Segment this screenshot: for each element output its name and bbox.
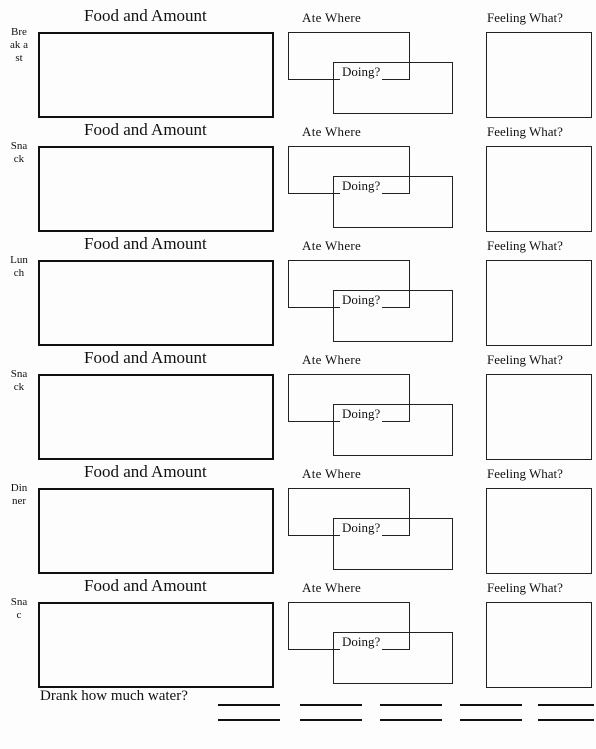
- feeling-box[interactable]: [486, 488, 592, 574]
- food-amount-box[interactable]: [38, 374, 274, 460]
- meal-row-lunch: [0, 234, 596, 348]
- meal-label: Dinner: [10, 482, 28, 507]
- feeling-heading: Feeling What?: [487, 352, 563, 367]
- doing-label: Doing?: [342, 292, 381, 307]
- water-blank-line[interactable]: [538, 704, 594, 706]
- food-amount-heading: Food and Amount: [84, 234, 207, 253]
- feeling-box[interactable]: [486, 146, 592, 232]
- water-blank-line[interactable]: [300, 719, 362, 721]
- water-blank-line[interactable]: [380, 704, 442, 706]
- water-question: Drank how much water?: [40, 688, 188, 704]
- food-amount-box[interactable]: [38, 32, 274, 118]
- meal-label: Snack: [10, 368, 28, 393]
- feeling-heading: Feeling What?: [487, 238, 563, 253]
- food-amount-box[interactable]: [38, 488, 274, 574]
- food-amount-heading: Food and Amount: [84, 462, 207, 481]
- doing-label: Doing?: [342, 634, 381, 649]
- water-blank-line[interactable]: [380, 719, 442, 721]
- ate-where-heading: Ate Where: [302, 10, 362, 25]
- food-amount-heading: Food and Amount: [84, 120, 207, 139]
- meal-row-snack-3: [0, 576, 596, 690]
- food-amount-box[interactable]: [38, 602, 274, 688]
- meal-row-dinner: [0, 462, 596, 576]
- meal-row-breakfast: [0, 6, 596, 120]
- doing-label: Doing?: [342, 520, 381, 535]
- doing-label: Doing?: [342, 64, 381, 79]
- meal-label: Snack: [10, 140, 28, 165]
- feeling-box[interactable]: [486, 32, 592, 118]
- feeling-heading: Feeling What?: [487, 580, 563, 595]
- food-amount-box[interactable]: [38, 260, 274, 346]
- ate-where-heading: Ate Where: [302, 580, 362, 595]
- water-blank-line[interactable]: [300, 704, 362, 706]
- food-amount-box[interactable]: [38, 146, 274, 232]
- meal-label: Lunch: [10, 254, 28, 279]
- water-blank-line[interactable]: [460, 719, 522, 721]
- ate-where-heading: Ate Where: [302, 238, 362, 253]
- feeling-heading: Feeling What?: [487, 124, 563, 139]
- food-amount-heading: Food and Amount: [84, 6, 207, 25]
- feeling-box[interactable]: [486, 374, 592, 460]
- feeling-heading: Feeling What?: [487, 10, 563, 25]
- feeling-box[interactable]: [486, 602, 592, 688]
- water-blank-line[interactable]: [460, 704, 522, 706]
- meal-label: Break ast: [10, 26, 29, 64]
- food-amount-heading: Food and Amount: [84, 576, 207, 595]
- ate-where-heading: Ate Where: [302, 124, 362, 139]
- feeling-box[interactable]: [486, 260, 592, 346]
- water-blank-line[interactable]: [218, 719, 280, 721]
- meal-row-snack-2: [0, 348, 596, 462]
- meal-row-snack-1: [0, 120, 596, 234]
- ate-where-heading: Ate Where: [302, 466, 362, 481]
- water-blank-line[interactable]: [218, 704, 280, 706]
- ate-where-heading: Ate Where: [302, 352, 362, 367]
- water-blank-line[interactable]: [538, 719, 594, 721]
- meal-label: Snac: [10, 596, 28, 621]
- feeling-heading: Feeling What?: [487, 466, 563, 481]
- doing-label: Doing?: [342, 406, 381, 421]
- food-amount-heading: Food and Amount: [84, 348, 207, 367]
- doing-label: Doing?: [342, 178, 381, 193]
